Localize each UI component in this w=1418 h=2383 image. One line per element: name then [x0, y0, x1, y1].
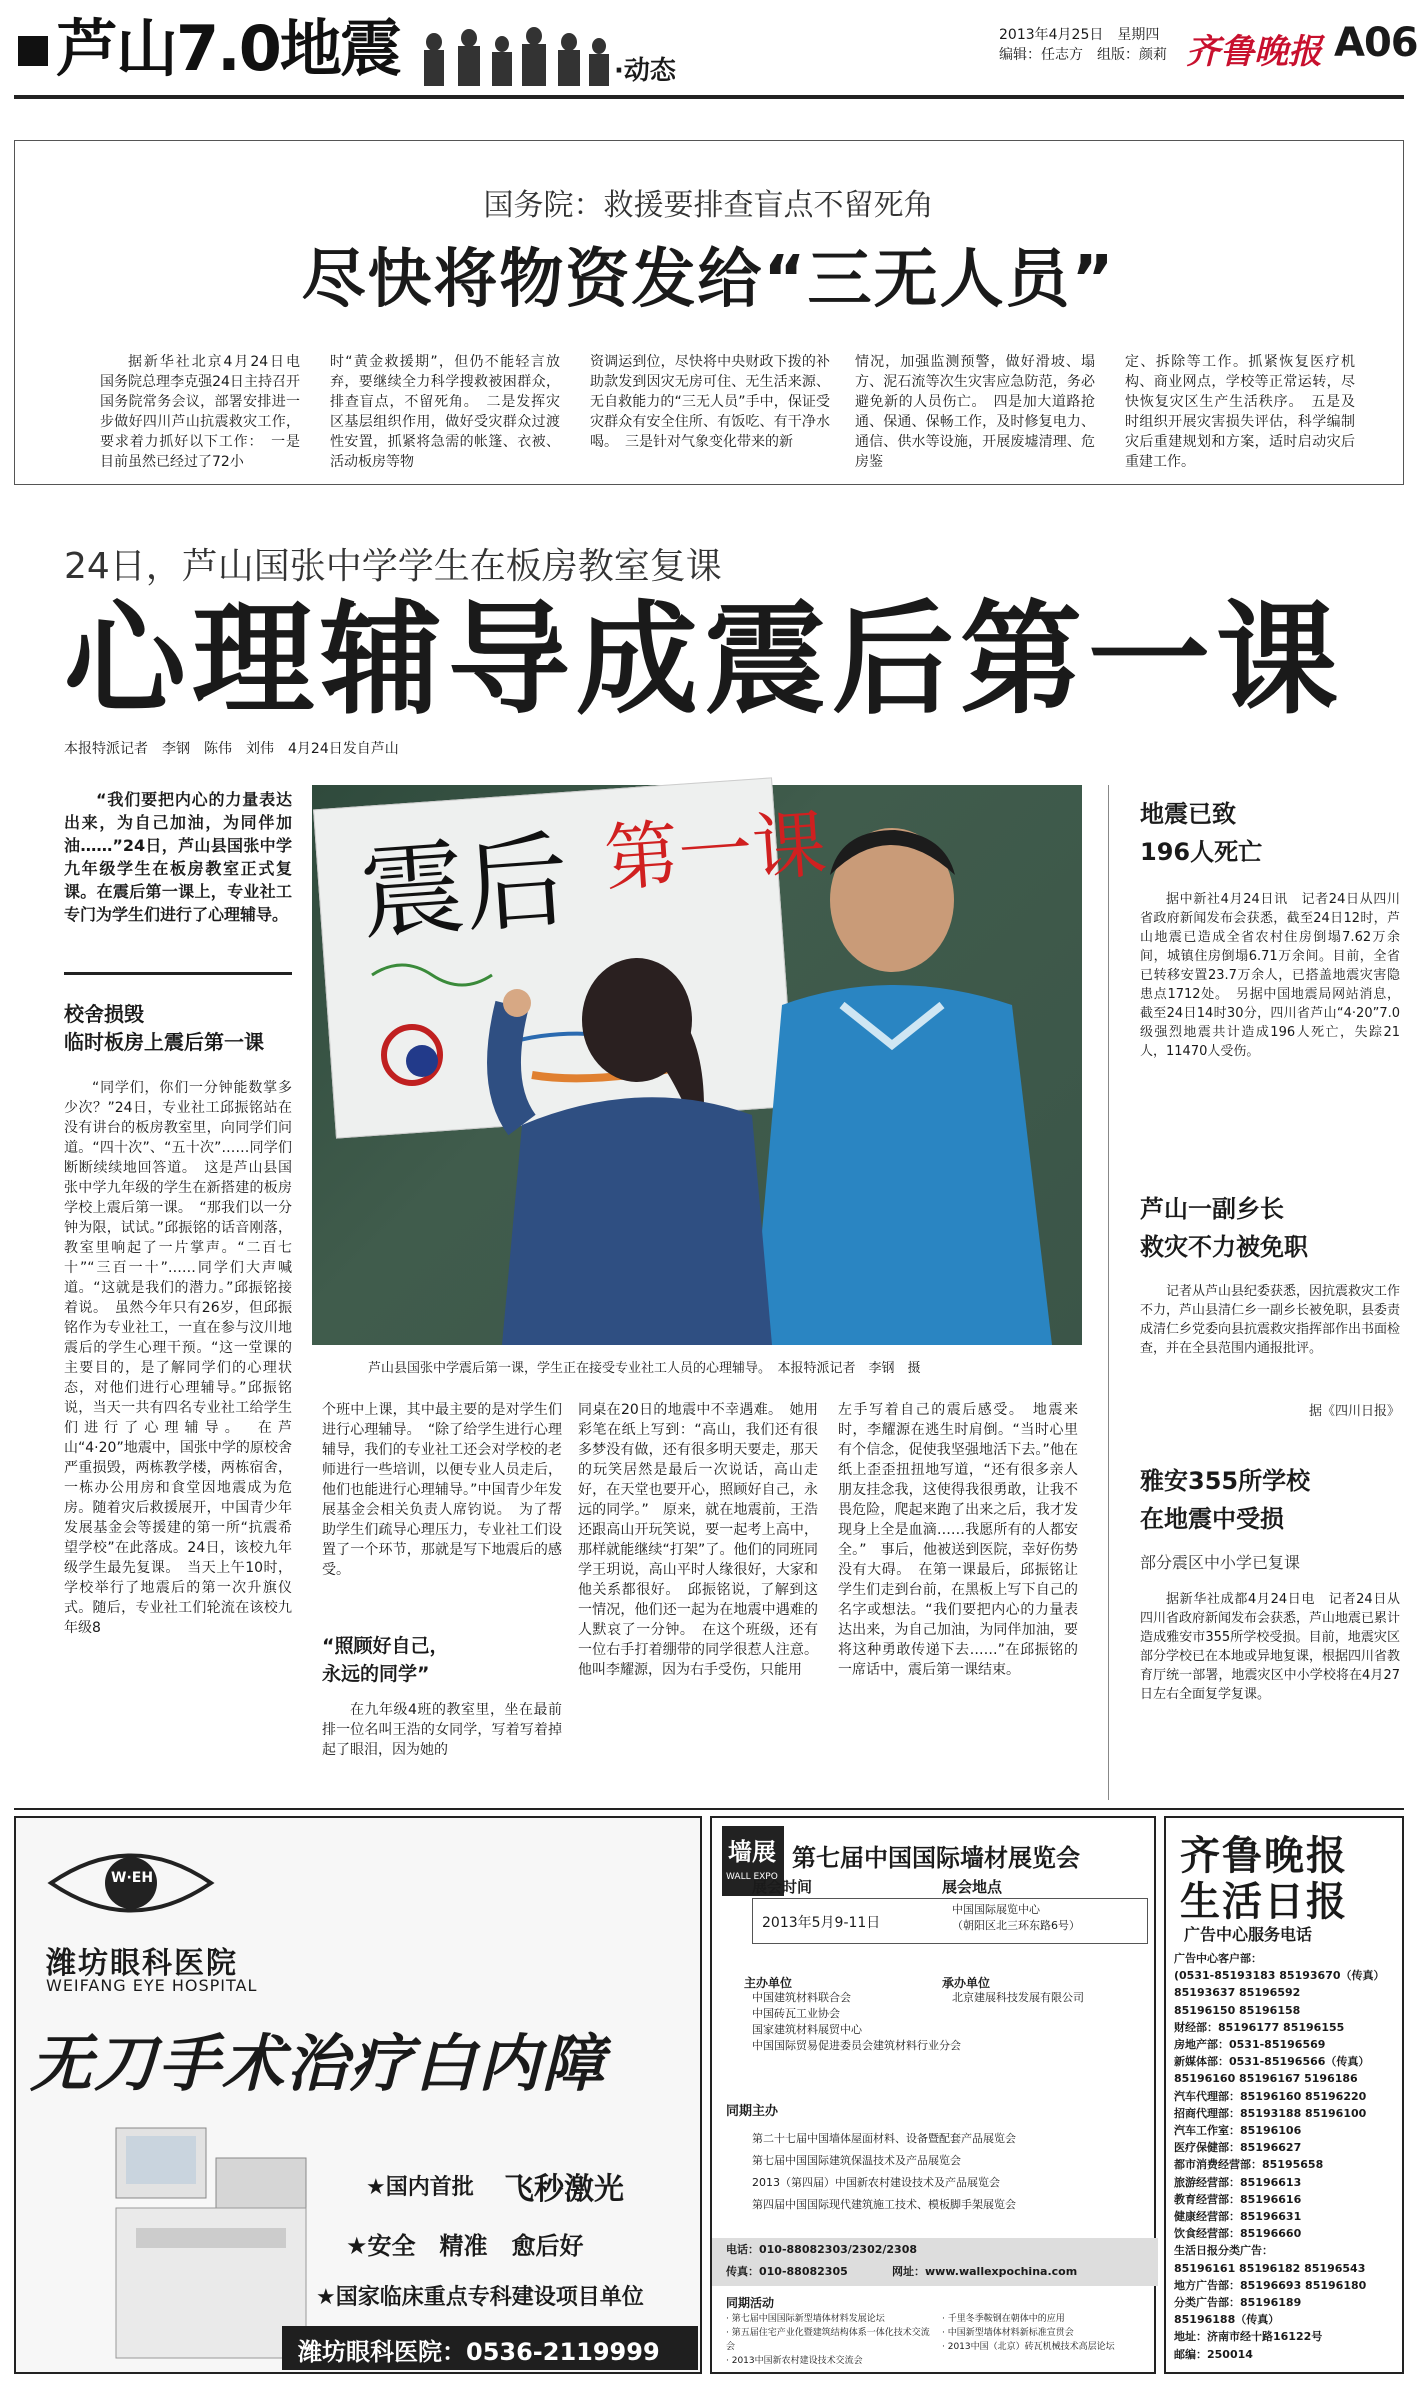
expo-organizer: 北京建展科技发展有限公司: [952, 1991, 1084, 2004]
newspaper-name: 齐鲁晚报: [1186, 32, 1322, 72]
hospital-logo-mark: W·EH: [111, 1870, 154, 1886]
service-line: 85196161 85196182 85196543: [1174, 2261, 1366, 2275]
expo-host: 中国砖瓦工业协会: [752, 2007, 840, 2020]
laser-device: [96, 2118, 326, 2358]
story2-byline: 本报特派记者 李钢 陈伟 刘伟 4月24日发自芦山: [64, 741, 399, 757]
story1-col-2: 时“黄金救援期”，但仍不能轻言放弃，要继续全力科学搜救被困群众，排查盲点，不留死角。 二是发挥灾区基层组织作用，做好受灾群众过渡性安置，抓紧将急需的帐篷、衣被、活动板房等物: [330, 354, 560, 470]
service-line: 教育经营部：85196616: [1174, 2192, 1302, 2206]
expo-place-value: 中国国际展览中心 （朝阳区北三环东路6号）: [952, 1903, 1080, 1932]
sidebar-text-2: 记者从芦山县纪委获悉，因抗震救灾工作不力，芦山县清仁乡一副乡长被免职，县委责成清仁乡党委向县抗震救灾指挥部作出书面检查，并在全县范围内通报批评。: [1140, 1284, 1401, 1356]
section-subtitle: ·动态: [614, 56, 676, 86]
expo-fax: 传真：010-88082305: [726, 2265, 848, 2278]
service-line: 邮编：250014: [1174, 2347, 1253, 2361]
expo-host-list: [752, 1990, 972, 2054]
expo-meetings-right: [942, 2312, 1152, 2354]
service-line: 生活日报分类广告：: [1174, 2244, 1273, 2258]
service-title-1: 齐鲁晚报: [1180, 1832, 1348, 1879]
page-number: A06: [1334, 20, 1418, 66]
service-line: 新媒体部：0531-85196566（传真）: [1174, 2055, 1370, 2069]
photo-board-text-left: 震后: [356, 818, 573, 956]
expo-title: 第七届中国国际墙材展览会: [792, 1844, 1080, 1872]
sidebar-title-2: 芦山一副乡长 救灾不力被免职: [1140, 1195, 1308, 1261]
story1-col-3: 资调运到位，尽快将中央财政下拨的补助款发到因灾无房可住、无生活来源、无自救能力的“三无人员”手中，保证受灾群众有安全住所、有饭吃、有干净水喝。 三是针对气象变化带来的新: [590, 354, 830, 450]
classroom-photo: [312, 785, 1082, 1345]
story2-col-2: 个班中上课，其中最主要的是对学生们进行心理辅导。 “除了给学生进行心理辅导，我们的专业社工还会对学校的老师进行一些培训，以便专业人员走后，他们也能进行心理辅导。”中国青少年发展基金会相关负责人席钧说。 为了帮助学生们疏导心理压力，专业社工们设置了一个环节，那就是写下地震后的感受。: [322, 1402, 562, 1578]
expo-meeting: · 第五届住宅产业化暨建筑结构体系一体化技术交流会: [726, 2328, 930, 2352]
story1-col-1: 据新华社北京4月24日电 国务院总理李克强24日主持召开国务院常务会议，部署安排进一步做好四川芦山抗震救灾工作，要求着力抓好以下工作： 一是目前虽然已经过了72小: [100, 354, 314, 470]
expo-host-label: 主办单位: [744, 1976, 793, 1990]
service-line: 汽车工作室：85196106: [1174, 2124, 1302, 2138]
crowd-silhouette: [414, 24, 614, 86]
story2-col-4: 左手写着自己的震后感受。 地震来时，李耀源在逃生时肩倒。“当时心里有个信念，促使我坚强地活下去。”他在纸上歪歪扭扭地写道，“还有很多亲人朋友挂念我，这使得我很勇敢，让我不畏危险，爬起来跑了出来之后，我才发现身上全是血滴……我愿所有的人都安全。” 事后，他被送到医院，幸好伤势没有大碍。 在第一课最后，邱振铭让学生们走到台前，在黑板上写下自己的名字或想法。“我们要把内心的力量表达出来，为自己加油，为同伴加油，要将这种勇敢传递下去……”在邱振铭的一席话中，震后第一课结束。: [838, 1402, 1078, 1678]
service-line: (0531-85193183 85193670（传真）: [1174, 1969, 1385, 1983]
sidebar-text-3: 据新华社成都4月24日电 记者24日从四川省政府新闻发布会获悉，芦山地震已累计造成雅安市355所学校受损。目前，地震灾区部分学校已在本地或异地复课，根据四川省教育厅统一部署，地震灾区中小学校将在4月27日左右全面复学复课。: [1140, 1592, 1401, 1702]
sidebar-title-3: 雅安355所学校 在地震中受损: [1140, 1467, 1311, 1533]
sidebar-title-1: 地震已致 196人死亡: [1140, 800, 1263, 866]
expo-concurrent-label: 同期主办: [726, 2104, 779, 2119]
expo-organizer-label: 承办单位: [942, 1976, 991, 1990]
service-line: 地址：济南市经十路16122号: [1174, 2330, 1323, 2344]
story2-kicker: 24日，芦山国张中学学生在板房教室复课: [64, 546, 722, 587]
expo-web: 网址：www.wallexpochina.com: [892, 2265, 1078, 2278]
service-line: 医疗保健部：85196627: [1174, 2141, 1302, 2155]
expo-phone: 电话：010-88082303/2302/2308: [726, 2243, 918, 2256]
editors-line: 编辑：任志方 组版：颜莉: [999, 47, 1167, 63]
expo-logo: 墙展: [728, 1838, 776, 1866]
expo-host: 国家建筑材料展贸中心: [752, 2023, 862, 2036]
story2-col-1: “同学们，你们一分钟能数掌多少次？”24日，专业社工邱振铭站在没有讲台的板房教室里，向同学们问道。“四十次”、“五十次”……同学们断断续续地回答道。 这是芦山县国张中学九年级的学生在新搭建的板房学校上震后第一课。 “那我们以一分钟为限，试试。”邱振铭的话音刚落，教室里响起了一片掌声。“二百七十”“三百一十”……同学们大声喊道。“这就是我们的潜力。”邱振铭接着说。 虽然今年只有26岁，但邱振铭作为专业社工，一直在参与汶川地震后的学生心理干预。“这一堂课的主要目的，是了解同学们的心理状态，对他们进行心理辅导。”邱振铭说，当天一共有四名专业社工给学生们进行了心理辅导。 在芦山“4·20”地震中，国张中学的原校舍严重损毁，两栋教学楼，两栋宿舍，一栋办公用房和食堂因地震成为危房。随着灾后救援展开，中国青少年发展基金会等援建的第一所“抗震希望学校”在此落成。24日，该校九年级学生最先复课。 当天上午10时，学校举行了地震后的第一次升旗仪式。随后，专业社工们轮流在该校九年级8: [64, 1080, 292, 1636]
service-line: 广告中心客户部：: [1174, 1952, 1262, 1965]
hospital-phone: 潍坊眼科医院：0536-2119999: [298, 2338, 660, 2366]
expo-host: 中国建筑材料联合会: [752, 1991, 851, 2004]
story2-lead: “我们要把内心的力量表达出来，为自己加油，为同伴加油……”24日，芦山县国张中学九年级学生在板房教室正式复课。在震后第一课上，专业社工专门为学生们进行了心理辅导。: [64, 790, 292, 924]
service-line: 汽车代理部：85196160 85196220: [1174, 2089, 1367, 2103]
service-line: 房地产部：0531-85196569: [1174, 2038, 1326, 2052]
section-marker: [18, 36, 48, 66]
service-line: 健康经营部：85196631: [1174, 2210, 1302, 2224]
story1-col-5: 定、拆除等工作。抓紧恢复医疗机构、商业网点，学校等正常运转，尽快恢复灾区生产生活秩序。 五是及时组织开展灾害损失评估，科学编制灾后重建规划和方案，适时启动灾后重建工作。: [1125, 354, 1355, 470]
service-line: 财经部：85196177 85196155: [1174, 2020, 1345, 2034]
service-line: 85196160 85196167 5196186: [1174, 2072, 1358, 2086]
story1-kicker: 国务院：救援要排查盲点不留死角: [483, 188, 934, 223]
expo-time-label: 展会时间: [752, 1878, 813, 1896]
expo-meeting: · 千里冬季鞍钢在朝体中的应用: [942, 2314, 1065, 2324]
masthead: [14, 10, 1418, 90]
service-line: 85196188（传真）: [1174, 2313, 1280, 2327]
hospital-bullet-1-prefix: ★国内首批: [366, 2175, 474, 2200]
hospital-bullet-1-emph: 飞秒激光: [504, 2172, 624, 2207]
hospital-name: 潍坊眼科医院: [46, 1946, 238, 1981]
hospital-name-en: WEIFANG EYE HOSPITAL: [46, 1976, 258, 1995]
expo-time-value: 2013年5月9-11日: [762, 1915, 881, 1931]
photo-caption: 芦山县国张中学震后第一课，学生正在接受专业社工人员的心理辅导。 本报特派记者 李钢 摄: [368, 1361, 921, 1376]
sidebar-text-1: 据中新社4月24日讯 记者24日从四川省政府新闻发布会获悉，截至24日12时，芦山地震已造成全省农村住房倒塌7.62万余间，城镇住房倒塌6.71万余间。目前，全省已转移安置23.7万余人，已搭盖地震灾害隐患点1712处。 另据中国地震局网站消息，截至24日14时30分，四川省芦山“4·20”7.0级强烈地震共计造成196人死亡，失踪21人，11470人受伤。: [1140, 892, 1400, 1059]
story2-subhead-2: “照顾好自己， 永远的同学”: [322, 1635, 449, 1685]
ad-service-phones: [1164, 1816, 1404, 2374]
ads-top-rule: [14, 1808, 1404, 1810]
story2-col-2b: 在九年级4班的教室里，坐在最前排一位名叫王浩的女同学，写着写着掉起了眼泪，因为她的: [322, 1702, 562, 1758]
hospital-bullet-2: ★安全 精准 愈后好: [346, 2232, 584, 2260]
hospital-headline: 无刀手术治疗白内障: [30, 2027, 607, 2100]
expo-meeting: · 第七届中国国际新型墙体材料发展论坛: [726, 2314, 885, 2324]
sidebar-divider: [1108, 785, 1109, 1800]
expo-host: 中国国际贸易促进委员会建筑材料行业分会: [752, 2039, 961, 2052]
service-lines: [1174, 1950, 1402, 2363]
expo-concurrent-list: [752, 2128, 1152, 2216]
masthead-rule: [14, 95, 1404, 99]
expo-meetings-left: [726, 2312, 936, 2368]
service-line: 都市消费经营部：85195658: [1174, 2158, 1324, 2172]
expo-meeting: · 2013中国（北京）砖瓦机械技术高层论坛: [942, 2342, 1115, 2352]
expo-meeting: · 2013中国新农村建设技术交流会: [726, 2356, 863, 2366]
expo-meetings-label: 同期活动: [726, 2296, 775, 2310]
service-line: 招商代理部：85193188 85196100: [1174, 2106, 1367, 2120]
expo-concurrent-item: 第四届中国国际现代建筑施工技术、模板脚手架展览会: [752, 2198, 1016, 2211]
photo-board-text-right: 第一课: [601, 801, 830, 903]
expo-logo-sub: WALL EXPO: [726, 1872, 778, 1882]
ad-hospital: [14, 1816, 702, 2374]
section-title: 芦山7.0地震: [56, 12, 400, 85]
story1-col-4: 情况，加强监测预警，做好滑坡、塌方、泥石流等次生灾害应急防范，务必避免新的人员伤亡。 四是加大道路抢通、保通、保畅工作，及时修复电力、通信、供水等设施，开展废墟清理、危房鉴: [855, 354, 1095, 470]
service-line: 地方广告部：85196693 85196180: [1174, 2278, 1367, 2292]
issue-date: 2013年4月25日 星期四: [999, 27, 1160, 43]
lead-rule: [64, 972, 292, 975]
sidebar-source-2: 据《四川日报》: [1308, 1404, 1400, 1419]
story1-headline: 尽快将物资发给“三无人员”: [301, 243, 1116, 317]
story2-col-3: 同桌在20日的地震中不幸遇难。 她用彩笔在纸上写到：“高山，我们还有很多梦没有做，还有很多明天要走，那天的玩笑居然是最后一次说话，高山走好，在天堂也要开心，照顾好自己，永远的同学。” 原来，就在地震前，王浩还跟高山开玩笑说，要一起考上高中，那样就能继续“打架”了。他们的同班同学王玥说，高山平时人缘很好，大家和他关系都很好。 邱振铭说，了解到这一情况，他们还一起为在地震中遇难的人默哀了一分钟。 在这个班级，还有一位右手打着绷带的同学很惹人注意。他叫李耀源，因为右手受伤，只能用: [578, 1402, 818, 1678]
service-line: 85193637 85196592: [1174, 1986, 1301, 2000]
story2-subhead-1: 校舍损毁 临时板房上震后第一课: [64, 1002, 264, 1054]
student-girl: [462, 945, 792, 1345]
ad-wall-expo: [710, 1816, 1156, 2374]
expo-concurrent-item: 第二十七届中国墙体屋面材料、设备暨配套产品展览会: [752, 2132, 1016, 2145]
service-line: 旅游经营部：85196613: [1174, 2175, 1302, 2189]
sidebar-subtitle-3: 部分震区中小学已复课: [1140, 1553, 1301, 1572]
service-title-2: 生活日报: [1180, 1878, 1348, 1925]
service-subtitle: 广告中心服务电话: [1184, 1925, 1313, 1944]
expo-concurrent-item: 2013（第四届）中国新农村建设技术及产品展览会: [752, 2176, 1000, 2189]
expo-concurrent-item: 第七届中国国际建筑保温技术及产品展览会: [752, 2154, 961, 2167]
hospital-bullet-3: ★国家临床重点专科建设项目单位: [316, 2285, 644, 2310]
story2-headline: 心理辅导成震后第一课: [64, 589, 1344, 731]
service-line: 饮食经营部：85196660: [1174, 2227, 1302, 2241]
service-line: 85196150 85196158: [1174, 2003, 1301, 2017]
expo-meeting: · 中国新型墙体材料新标准宣贯会: [942, 2328, 1074, 2338]
service-line: 分类广告部：85196189: [1174, 2296, 1302, 2310]
expo-place-label: 展会地点: [942, 1878, 1003, 1896]
